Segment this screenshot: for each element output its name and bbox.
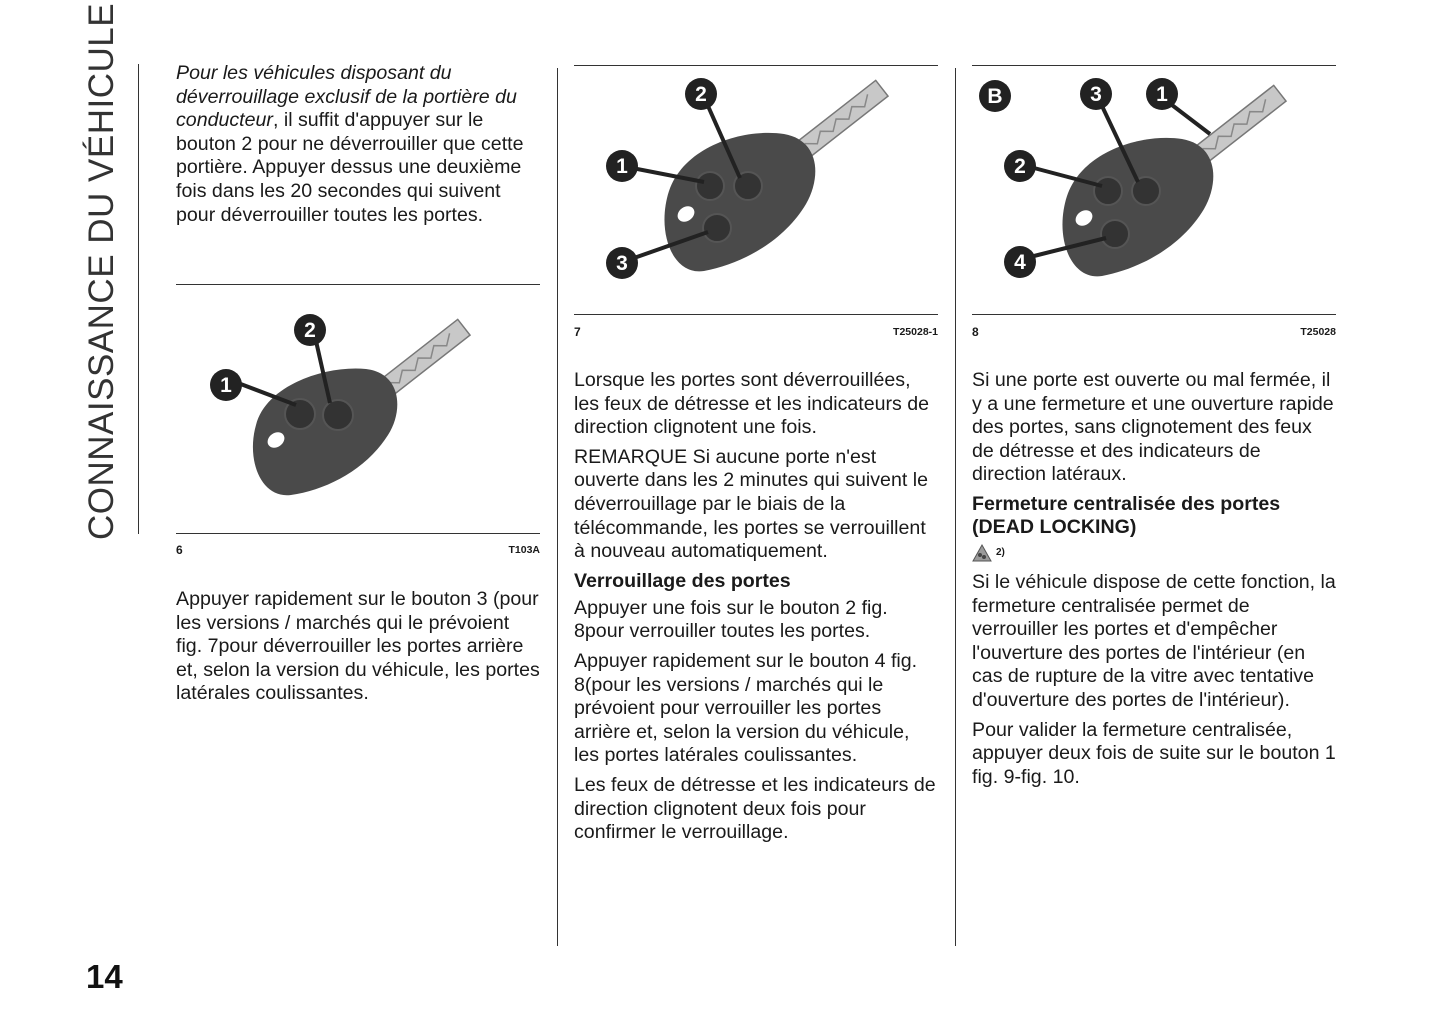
svg-text:B: B [987, 85, 1003, 108]
warning-reference-number: 2) [996, 547, 1005, 559]
key-fob-2-button-image [176, 285, 540, 531]
column-3-text [972, 369, 1336, 795]
callout-1 [1146, 78, 1178, 110]
figure-8-number: 8 [972, 325, 979, 339]
figure-6-number: 6 [176, 543, 183, 557]
section-side-title: CONNAISSANCE DU VÉHICULE [82, 2, 121, 540]
locking-heading: Verrouillage des portes [574, 569, 791, 592]
svg-text:3: 3 [616, 252, 628, 275]
callout-2 [1004, 150, 1036, 182]
callout-2 [685, 78, 717, 110]
remark-paragraph: REMARQUE Si aucune porte n'est ouverte dans les 2 minutes qui suivent le déverrouillage par le biais de la télécommande, les portes se verrouillent à nouveau automatiquement. [574, 445, 928, 563]
intro-paragraph [176, 62, 540, 227]
lock-button-2-paragraph: Appuyer une fois sur le bouton 2 fig. 8pour verrouiller toutes les portes. [574, 596, 888, 643]
figure-7-number: 7 [574, 325, 581, 339]
callout-1 [210, 369, 242, 401]
svg-text:1: 1 [220, 374, 232, 397]
figure-8 [972, 65, 1336, 342]
svg-text:1: 1 [616, 155, 628, 178]
svg-text:2: 2 [1014, 155, 1026, 178]
key-fob-3-button-image [574, 66, 938, 312]
callout-2 [294, 314, 326, 346]
callout-3 [1080, 78, 1112, 110]
figure-6 [176, 284, 540, 561]
dead-locking-heading: Fermeture centralisée des portes (DEAD LOCKING) [972, 492, 1281, 538]
dead-locking-description: Si le véhicule dispose de cette fonction, la fermeture centralisée permet de verrouiller les portes et d'empêcher l'ouverture des portes de l'intérieur (en cas de rupture de la vitre avec tentative d'ouverture des portes de l'intérieur). [972, 570, 1336, 711]
svg-text:3: 3 [1090, 83, 1102, 106]
figure-8-code: T25028 [1300, 326, 1336, 338]
callout-4 [1004, 246, 1036, 278]
page-number: 14 [86, 958, 123, 995]
svg-text:2: 2 [304, 319, 316, 342]
figure-7-rule [574, 314, 938, 315]
callout-1 [606, 150, 638, 182]
lock-flash-paragraph: Les feux de détresse et les indicateurs de direction clignotent deux fois pour confirmer le verrouillage. [574, 773, 936, 844]
intro-rest: , il suffit d'appuyer sur le bouton 2 pour ne déverrouiller que cette portière. Appuyer dessus une deuxième fois dans les 20 secondes qui suivent pour déverrouiller toutes les portes. [176, 109, 524, 226]
column-divider-2 [955, 68, 956, 946]
lock-button-4-paragraph: Appuyer rapidement sur le bouton 4 fig. 8(pour les versions / marchés qui le prévoient pour verrouiller les portes arrière et, selon la version du véhicule, les portes latérales coulissantes. [574, 649, 918, 767]
quick-lock-paragraph: Si une porte est ouverte ou mal fermée, il y a une fermeture et une ouverture rapide des portes, sans clignotement des feux de détresse et des indicateurs de direction latéraux. [972, 369, 1334, 486]
side-title-rule [138, 64, 139, 534]
callout-3 [606, 247, 638, 279]
figure-7-code: T25028-1 [893, 326, 938, 338]
figure-7 [574, 65, 938, 342]
figure-6-code: T103A [508, 544, 540, 556]
figure-8-rule [972, 314, 1336, 315]
svg-text:1: 1 [1156, 83, 1168, 106]
key-fob-3-button-blade-image [972, 66, 1336, 312]
unlock-flash-paragraph: Lorsque les portes sont déverrouillées, les feux de détresse et les indicateurs de direction clignotent une fois. [574, 369, 930, 439]
figure-6-rule [176, 533, 540, 534]
warning-reference [972, 543, 1336, 563]
svg-text:4: 4 [1014, 251, 1026, 274]
column-1 [176, 62, 540, 233]
callout-B [979, 80, 1011, 112]
column-divider-1 [557, 68, 558, 946]
unlock-rear-paragraph: Appuyer rapidement sur le bouton 3 (pour les versions / marchés qui le prévoient fig. 7pour déverrouiller les portes arrière et, selon la version du véhicule, les portes latérales coulissantes. [176, 588, 540, 705]
column-1-lower [176, 588, 540, 712]
warning-triangle-icon [972, 543, 992, 563]
intro-italic: Pour les véhicules disposant du déverrouillage exclusif de la portière du conducteur [176, 62, 517, 132]
svg-text:2: 2 [695, 83, 707, 106]
column-2-text [574, 369, 938, 851]
dead-locking-activation: Pour valider la fermeture centralisée, appuyer deux fois de suite sur le bouton 1 fig. 9-fig. 10. [972, 718, 1336, 788]
